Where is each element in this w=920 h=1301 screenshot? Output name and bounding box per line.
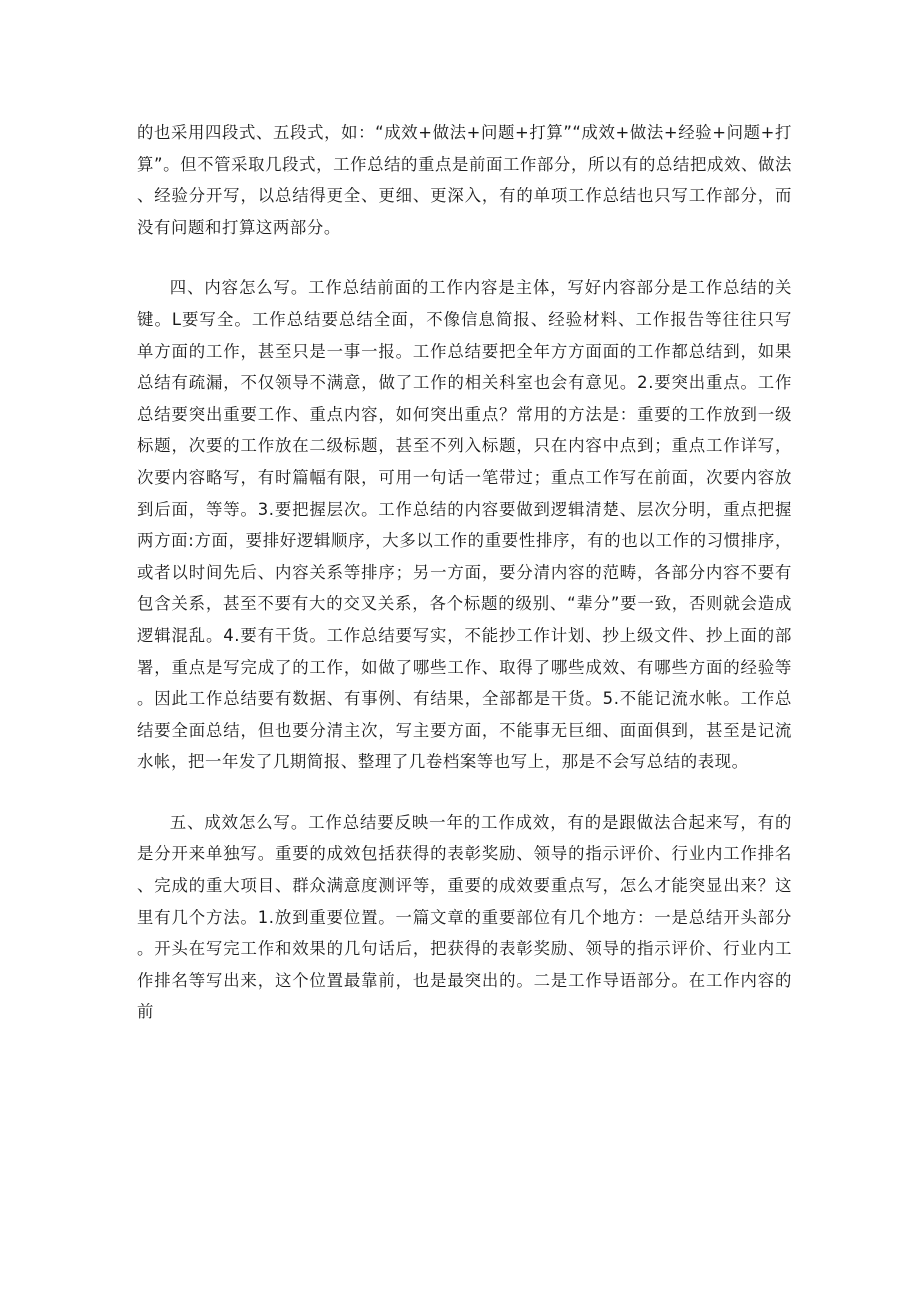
- paragraph-content-section: 四、内容怎么写。工作总结前面的工作内容是主体，写好内容部分是工作总结的关键。L要写全。工作总结要总结全面，不像信息简报、经验材料、工作报告等往往只写单方面的工作，甚至只是一事一报。工作总结要把全年方方面面的工作都总结到，如果总结有疏漏，不仅领导不满意，做了工作的相关科室也会有意见。2.要突出重点。工作总结要突出重要工作、重点内容，如何突出重点？常用的方法是：重要的工作放到一级标题，次要的工作放在二级标题，甚至不列入标题，只在内容中点到；重点工作详写，次要内容略写，有时篇幅有限，可用一句话一笔带过；重点工作写在前面，次要内容放到后面，等等。3.要把握层次。工作总结的内容要做到逻辑清楚、层次分明，重点把握两方面:方面，要排好逻辑顺序，大多以工作的重要性排序，有的也以工作的习惯排序，或者以时间先后、内容关系等排序；另一方面，要分清内容的范畴，各部分内容不要有包含关系，甚至不要有大的交叉关系，各个标题的级别、“辈分”要一致，否则就会造成逻辑混乱。4.要有干货。工作总结要写实，不能抄工作计划、抄上级文件、抄上面的部署，重点是写完成了的工作，如做了哪些工作、取得了哪些成效、有哪些方面的经验等。因此工作总结要有数据、有事例、有结果，全部都是干货。5.不能记流水帐。工作总结要全面总结，但也要分清主次，写主要方面，不能事无巨细、面面俱到，甚至是记流水帐，把一年发了几期简报、整理了几卷档案等也写上，那是不会写总结的表现。: [137, 278, 792, 772]
- paragraph-results-section: 五、成效怎么写。工作总结要反映一年的工作成效，有的是跟做法合起来写，有的是分开来单独写。重要的成效包括获得的表彰奖励、领导的指示评价、行业内工作排名、完成的重大项目、群众满意度测评等，重要的成效要重点写，怎么才能突显出来？这里有几个方法。1.放到重要位置。一篇文章的重要部位有几个地方：一是总结开头部分。开头在写完工作和效果的几句话后，把获得的表彰奖励、领导的指示评价、行业内工作排名等写出来，这个位置最靠前，也是最突出的。二是工作导语部分。在工作内容的前: [137, 812, 792, 1022]
- paragraph-continuation: 的也采用四段式、五段式，如：“成效+做法+问题+打算”“成效+做法+经验+问题+打算”。但不管采取几段式，工作总结的重点是前面工作部分，所以有的总结把成效、做法、经验分开写，以总结得更全、更细、更深入，有的单项工作总结也只写工作部分，而没有问题和打算这两部分。: [137, 123, 792, 237]
